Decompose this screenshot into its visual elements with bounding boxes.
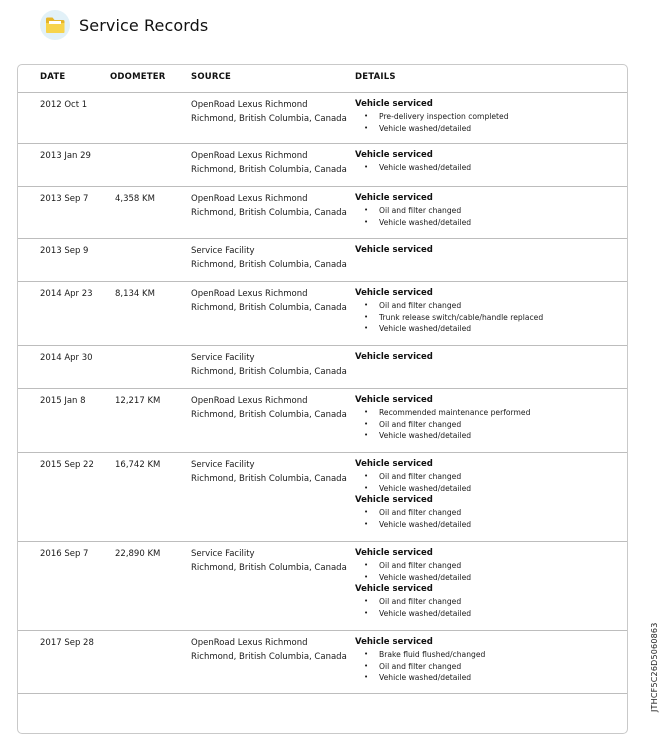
source-name: Service Facility — [191, 353, 255, 363]
source-location: Richmond, British Columbia, Canada — [191, 367, 347, 377]
service-title: Vehicle serviced — [355, 245, 433, 255]
row-source — [191, 547, 347, 575]
row-source — [191, 192, 347, 220]
service-title: Vehicle serviced — [355, 459, 433, 469]
service-item: • Oil and filter changed — [355, 205, 625, 217]
service-item: • Oil and filter changed — [355, 596, 625, 608]
table-row — [18, 92, 627, 144]
service-title: Vehicle serviced — [355, 495, 433, 505]
service-item: • Vehicle washed/detailed — [355, 323, 625, 335]
table-row — [18, 541, 627, 631]
table-header — [18, 65, 627, 93]
table-row — [18, 238, 627, 282]
service-item: • Vehicle washed/detailed — [355, 519, 625, 531]
service-item: • Vehicle washed/detailed — [355, 608, 625, 620]
row-source — [191, 394, 347, 422]
service-item: • Oil and filter changed — [355, 507, 625, 519]
row-details — [355, 192, 625, 228]
source-name: OpenRoad Lexus Richmond — [191, 396, 308, 406]
table-row — [18, 186, 627, 239]
row-date: 2013 Sep 9 — [40, 246, 89, 256]
service-item: • Oil and filter changed — [355, 419, 625, 431]
row-source — [191, 636, 347, 664]
service-title: Vehicle serviced — [355, 288, 433, 298]
row-odometer: 8,134 KM — [115, 289, 155, 299]
service-title: Vehicle serviced — [355, 548, 433, 558]
row-date: 2017 Sep 28 — [40, 638, 94, 648]
source-location: Richmond, British Columbia, Canada — [191, 260, 347, 270]
service-item: • Pre-delivery inspection completed — [355, 111, 625, 123]
service-title: Vehicle serviced — [355, 395, 433, 405]
source-name: OpenRoad Lexus Richmond — [191, 100, 308, 110]
table-row — [18, 281, 627, 346]
table-row — [18, 388, 627, 453]
table-row — [18, 143, 627, 187]
service-records-table — [17, 64, 628, 734]
service-item: • Vehicle washed/detailed — [355, 123, 625, 135]
source-name: OpenRoad Lexus Richmond — [191, 151, 308, 161]
row-details — [355, 149, 625, 174]
row-details — [355, 547, 625, 619]
folder-icon — [40, 10, 70, 40]
row-date: 2015 Sep 22 — [40, 460, 94, 470]
row-source — [191, 98, 347, 126]
column-header-odometer: ODOMETER — [110, 72, 166, 82]
row-source — [191, 287, 347, 315]
row-date: 2015 Jan 8 — [40, 396, 86, 406]
source-name: OpenRoad Lexus Richmond — [191, 194, 308, 204]
service-title: Vehicle serviced — [355, 193, 433, 203]
row-details — [355, 98, 625, 134]
service-item: • Vehicle washed/detailed — [355, 672, 625, 684]
service-title: Vehicle serviced — [355, 584, 433, 594]
row-source — [191, 149, 347, 177]
row-details — [355, 458, 625, 530]
source-name: OpenRoad Lexus Richmond — [191, 289, 308, 299]
service-item: • Vehicle washed/detailed — [355, 572, 625, 584]
row-odometer: 4,358 KM — [115, 194, 155, 204]
service-item: • Trunk release switch/cable/handle replaced — [355, 312, 625, 324]
service-item: • Recommended maintenance performed — [355, 407, 625, 419]
row-odometer: 12,217 KM — [115, 396, 161, 406]
row-date: 2013 Jan 29 — [40, 151, 91, 161]
service-title: Vehicle serviced — [355, 99, 433, 109]
service-item: • Vehicle washed/detailed — [355, 162, 625, 174]
page-title: Service Records — [79, 15, 209, 35]
service-item: • Oil and filter changed — [355, 471, 625, 483]
row-date: 2014 Apr 23 — [40, 289, 93, 299]
service-item: • Vehicle washed/detailed — [355, 483, 625, 495]
row-details — [355, 394, 625, 442]
row-details — [355, 287, 625, 335]
row-details — [355, 351, 625, 364]
source-location: Richmond, British Columbia, Canada — [191, 303, 347, 313]
row-details — [355, 244, 625, 257]
column-header-date: DATE — [40, 72, 66, 82]
row-odometer: 16,742 KM — [115, 460, 161, 470]
column-header-source: SOURCE — [191, 72, 232, 82]
table-row — [18, 345, 627, 389]
service-title: Vehicle serviced — [355, 150, 433, 160]
table-row — [18, 630, 627, 694]
table-row — [18, 452, 627, 542]
source-name: Service Facility — [191, 460, 255, 470]
service-item: • Oil and filter changed — [355, 300, 625, 312]
service-item: • Vehicle washed/detailed — [355, 430, 625, 442]
service-title: Vehicle serviced — [355, 637, 433, 647]
row-source — [191, 458, 347, 486]
service-item: • Oil and filter changed — [355, 661, 625, 673]
source-location: Richmond, British Columbia, Canada — [191, 410, 347, 420]
service-title: Vehicle serviced — [355, 352, 433, 362]
row-odometer: 22,890 KM — [115, 549, 161, 559]
source-location: Richmond, British Columbia, Canada — [191, 474, 347, 484]
source-location: Richmond, British Columbia, Canada — [191, 114, 347, 124]
service-item: • Brake fluid flushed/changed — [355, 649, 625, 661]
row-source — [191, 351, 347, 379]
row-date: 2016 Sep 7 — [40, 549, 89, 559]
page-header — [40, 8, 208, 42]
service-item: • Vehicle washed/detailed — [355, 217, 625, 229]
source-name: OpenRoad Lexus Richmond — [191, 638, 308, 648]
source-location: Richmond, British Columbia, Canada — [191, 563, 347, 573]
source-location: Richmond, British Columbia, Canada — [191, 165, 347, 175]
source-name: Service Facility — [191, 246, 255, 256]
source-location: Richmond, British Columbia, Canada — [191, 208, 347, 218]
row-details — [355, 636, 625, 684]
source-location: Richmond, British Columbia, Canada — [191, 652, 347, 662]
column-header-details: DETAILS — [355, 72, 396, 82]
source-name: Service Facility — [191, 549, 255, 559]
side-code: JTHCF5C26D5060863 — [650, 622, 659, 712]
row-date: 2012 Oct 1 — [40, 100, 88, 110]
service-item: • Oil and filter changed — [355, 560, 625, 572]
row-source — [191, 244, 347, 272]
row-date: 2014 Apr 30 — [40, 353, 93, 363]
row-date: 2013 Sep 7 — [40, 194, 89, 204]
